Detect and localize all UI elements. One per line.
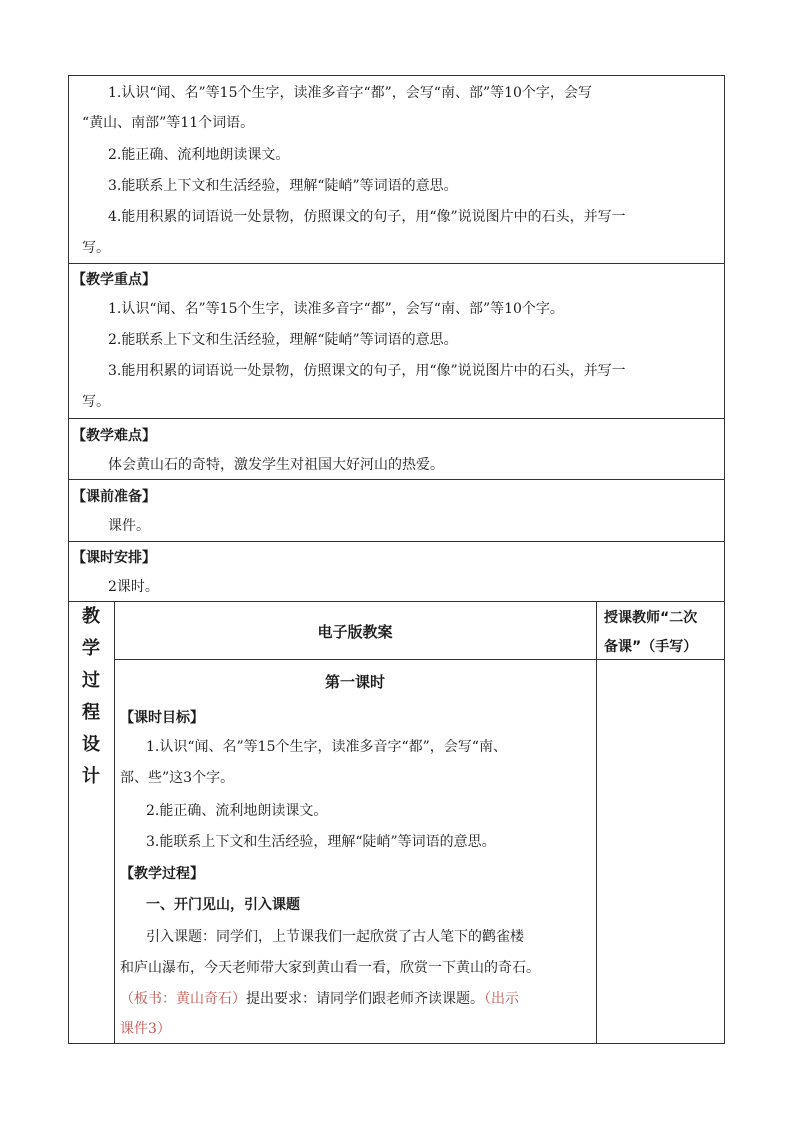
row-divider — [68, 601, 725, 602]
row-divider — [68, 541, 725, 542]
key-point-2: 2.能联系上下文和生活经验，理解“陡峭”等词语的意思。 — [108, 332, 458, 348]
objective-4a: 4.能用积累的词语说一处景物，仿照课文的句子，用“像”说说图片中的石头，并写一 — [108, 209, 626, 225]
paragraph-line — [120, 989, 519, 1009]
row-divider — [68, 418, 725, 419]
blackboard-note: （板书：黄山奇石） — [120, 991, 246, 1007]
difficulties-heading: 【教学难点】 — [72, 428, 156, 444]
courseware-note-cont: 课件3） — [120, 1021, 171, 1037]
paragraph-line: 和庐山瀑布，今天老师带大家到黄山看一看，欣赏一下黄山的奇石。 — [120, 960, 540, 976]
objective-1a: 1.认识“闻、名”等15个生字，读准多音字“都”，会写“南、部”等10个字，会写 — [108, 85, 592, 101]
courseware-note: （出示 — [484, 991, 519, 1007]
objective-4b: 写。 — [82, 240, 110, 256]
key-point-3a: 3.能用积累的词语说一处景物，仿照课文的句子，用“像”说说图片中的石头，并写一 — [108, 363, 626, 379]
instruction-text: 提出要求：请同学们跟老师齐读课题。 — [246, 991, 484, 1007]
side-label-char: 计 — [82, 766, 100, 787]
objective-2: 2.能正确、流利地朗读课文。 — [108, 147, 290, 163]
preparation-text: 课件。 — [108, 518, 150, 534]
period-goal-3: 3.能联系上下文和生活经验，理解“陡峭”等词语的意思。 — [146, 834, 496, 850]
side-label-char: 程 — [82, 702, 100, 723]
column-header-teacher-a: 授课教师“二次 — [604, 610, 698, 626]
side-label-char: 设 — [82, 734, 100, 755]
key-point-1: 1.认识“闻、名”等15个生字，读准多音字“都”，会写“南、部”等10个字。 — [108, 301, 564, 317]
preparation-heading: 【课前准备】 — [72, 489, 156, 505]
schedule-text: 2课时。 — [108, 579, 159, 595]
key-points-heading: 【教学重点】 — [72, 272, 156, 288]
period-title: 第一课时 — [324, 673, 385, 691]
key-point-3b: 写。 — [82, 394, 110, 410]
objective-1b: “黄山、南部”等11个词语。 — [82, 115, 255, 131]
column-divider — [114, 601, 115, 1044]
paragraph-line: 引入课题：同学们，上节课我们一起欣赏了古人笔下的鹳雀楼 — [146, 929, 524, 945]
difficulties-text: 体会黄山石的奇特，激发学生对祖国大好河山的热爱。 — [108, 457, 444, 473]
side-label-char: 教 — [82, 606, 100, 627]
period-goal-1a: 1.认识“闻、名”等15个生字，读准多音字“都”，会写“南、 — [146, 739, 507, 755]
schedule-heading: 【课时安排】 — [72, 550, 156, 566]
row-divider — [114, 659, 725, 660]
column-header-teacher-b: 备课”（手写） — [604, 639, 698, 655]
column-header-main: 电子版教案 — [317, 623, 393, 641]
row-divider — [68, 263, 725, 264]
side-label-char: 学 — [82, 638, 100, 659]
step-1-title: 一、开门见山，引入课题 — [146, 897, 300, 913]
side-label-char: 过 — [82, 670, 100, 691]
row-divider — [68, 479, 725, 480]
column-divider — [596, 601, 597, 1044]
period-goal-heading: 【课时目标】 — [120, 710, 204, 726]
period-goal-1b: 部、些”这3个字。 — [120, 770, 235, 786]
process-heading: 【教学过程】 — [120, 866, 204, 882]
period-goal-2: 2.能正确、流利地朗读课文。 — [146, 803, 328, 819]
objective-3: 3.能联系上下文和生活经验，理解“陡峭”等词语的意思。 — [108, 178, 458, 194]
